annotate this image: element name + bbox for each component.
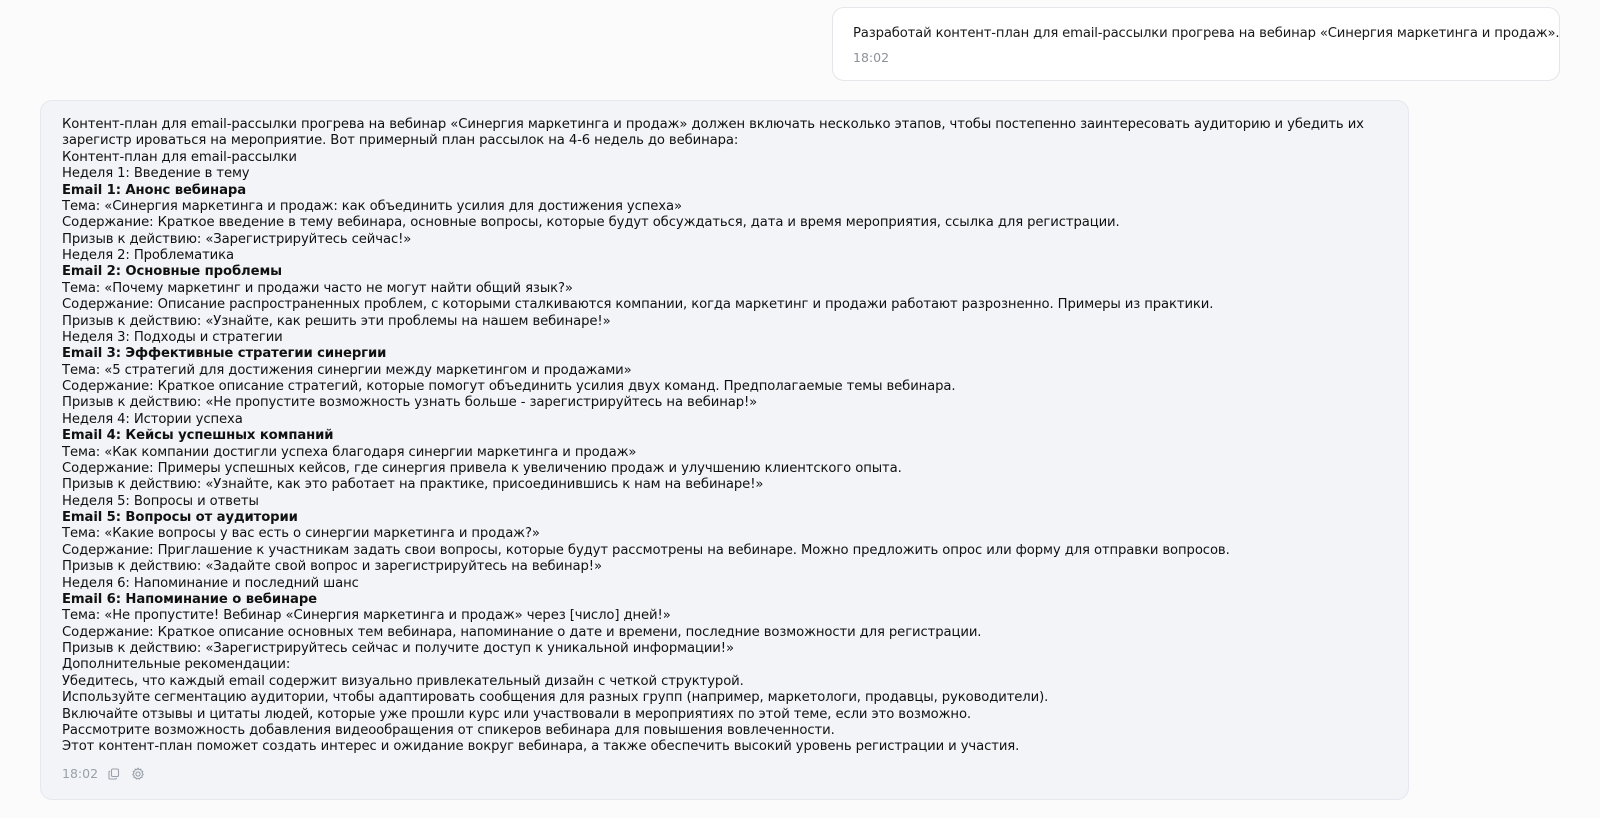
content-line: Содержание: Краткое введение в тему вебинара, основные вопросы, которые будут обсуждаться, дата и время мероприятия, ссылка для регистрации.: [62, 215, 1120, 231]
content-line: Включайте отзывы и цитаты людей, которые уже прошли курс или участвовали в мероприятиях по этой теме, если это возможно.: [62, 706, 972, 722]
copy-icon[interactable]: [106, 766, 122, 782]
assistant-message-content: [62, 117, 1388, 756]
content-line: Неделя 2: Проблематика: [62, 248, 235, 263]
email-heading: Email 5: Вопросы от аудитории: [62, 510, 298, 525]
content-line: Содержание: Примеры успешных кейсов, где синергия привела к увеличению продаж и улучшению клиентского опыта.: [62, 460, 902, 476]
content-line: Призыв к действию: «Зарегистрируйтесь сейчас и получите доступ к уникальной информации!»: [62, 641, 734, 656]
content-line: Содержание: Краткое описание стратегий, которые помогут объединить усилия двух команд. Предполагаемые темы вебинара.: [62, 379, 956, 394]
content-line: Тема: «Почему маркетинг и продажи часто не могут найти общий язык?»: [62, 280, 573, 296]
content-line: Неделя 1: Введение в тему: [62, 166, 250, 182]
content-line: Рассмотрите возможность добавления видеообращения от спикеров вебинара для повышения вовлеченности.: [62, 722, 835, 738]
content-line: Призыв к действию: «Узнайте, как решить эти проблемы на нашем вебинаре!»: [62, 313, 611, 329]
content-line: Призыв к действию: «Зарегистрируйтесь сейчас!»: [62, 231, 412, 247]
user-message-bubble: [832, 7, 1560, 81]
content-line: Призыв к действию: «Не пропустите возможность узнать больше - зарегистрируйтесь на вебинар!»: [62, 395, 758, 411]
content-line: Неделя 6: Напоминание и последний шанс: [62, 575, 359, 591]
email-heading: Email 2: Основные проблемы: [62, 264, 282, 280]
content-line: Призыв к действию: «Узнайте, как это работает на практике, присоединившись к нам на вебинаре!»: [62, 477, 764, 493]
email-heading: Email 1: Анонс вебинара: [62, 182, 247, 198]
user-message-time: 18:02: [853, 50, 890, 65]
assistant-intro: Контент-план для email-рассылки прогрева на вебинар «Синергия маркетинга и продаж» должен включать несколько этапов, чтобы постепенно заинтересовать аудиторию и убедить их зарегистр ироваться на мероприятие. Вот примерный план рассылок на 4-6 недель до вебинара:: [62, 117, 1364, 149]
content-line: Неделя 3: Подходы и стратегии: [62, 329, 283, 345]
content-line: Тема: «Синергия маркетинга и продаж: как объединить усилия для достижения успеха»: [62, 198, 682, 214]
content-line: Убедитесь, что каждый email содержит визуально привлекательный дизайн с четкой структурой.: [62, 673, 744, 689]
content-line: Содержание: Приглашение к участникам задать свои вопросы, которые будут рассмотрены на вебинаре. Можно предложить опрос или форму для отправки вопросов.: [62, 542, 1230, 558]
assistant-message-footer: [62, 765, 1388, 783]
content-line: Тема: «5 стратегий для достижения синергии между маркетингом и продажами»: [62, 362, 632, 378]
assistant-message-time: 18:02: [62, 766, 99, 782]
content-line: Этот контент-план поможет создать интерес и ожидание вокруг вебинара, а также обеспечить высокий уровень регистрации и участия.: [62, 739, 1020, 755]
email-heading: Email 3: Эффективные стратегии синергии: [62, 346, 387, 362]
email-heading: Email 4: Кейсы успешных компаний: [62, 428, 334, 444]
email-heading: Email 6: Напоминание о вебинаре: [62, 591, 318, 607]
content-line: Дополнительные рекомендации:: [62, 657, 291, 673]
content-line: Используйте сегментацию аудитории, чтобы адаптировать сообщения для разных групп (например, маркетологи, продавцы, руководители).: [62, 690, 1049, 706]
content-line: Тема: «Какие вопросы у вас есть о синергии маркетинга и продаж?»: [62, 526, 540, 542]
content-line: Содержание: Краткое описание основных тем вебинара, напоминание о дате и времени, последние возможности для регистрации.: [62, 624, 982, 640]
content-line: Тема: «Как компании достигли успеха благодаря синергии маркетинга и продаж»: [62, 444, 637, 460]
assistant-message-bubble: [40, 100, 1409, 800]
content-line: Неделя 5: Вопросы и ответы: [62, 493, 259, 509]
content-line: Неделя 4: Истории успеха: [62, 411, 243, 427]
user-message-text: Разработай контент-план для email-рассылки прогрева на вебинар «Синергия маркетинга и продаж».: [853, 26, 1560, 41]
content-line: Контент-план для email-рассылки: [62, 149, 297, 165]
content-line: Содержание: Описание распространенных проблем, с которыми сталкиваются компании, когда маркетинг и продажи работают разрозненно. Примеры из практики.: [62, 297, 1214, 313]
content-line: Тема: «Не пропустите! Вебинар «Синергия маркетинга и продаж» через [число] дней!»: [62, 608, 671, 624]
content-line: Призыв к действию: «Задайте свой вопрос и зарегистрируйтесь на вебинар!»: [62, 559, 602, 575]
gear-icon[interactable]: [130, 766, 146, 782]
